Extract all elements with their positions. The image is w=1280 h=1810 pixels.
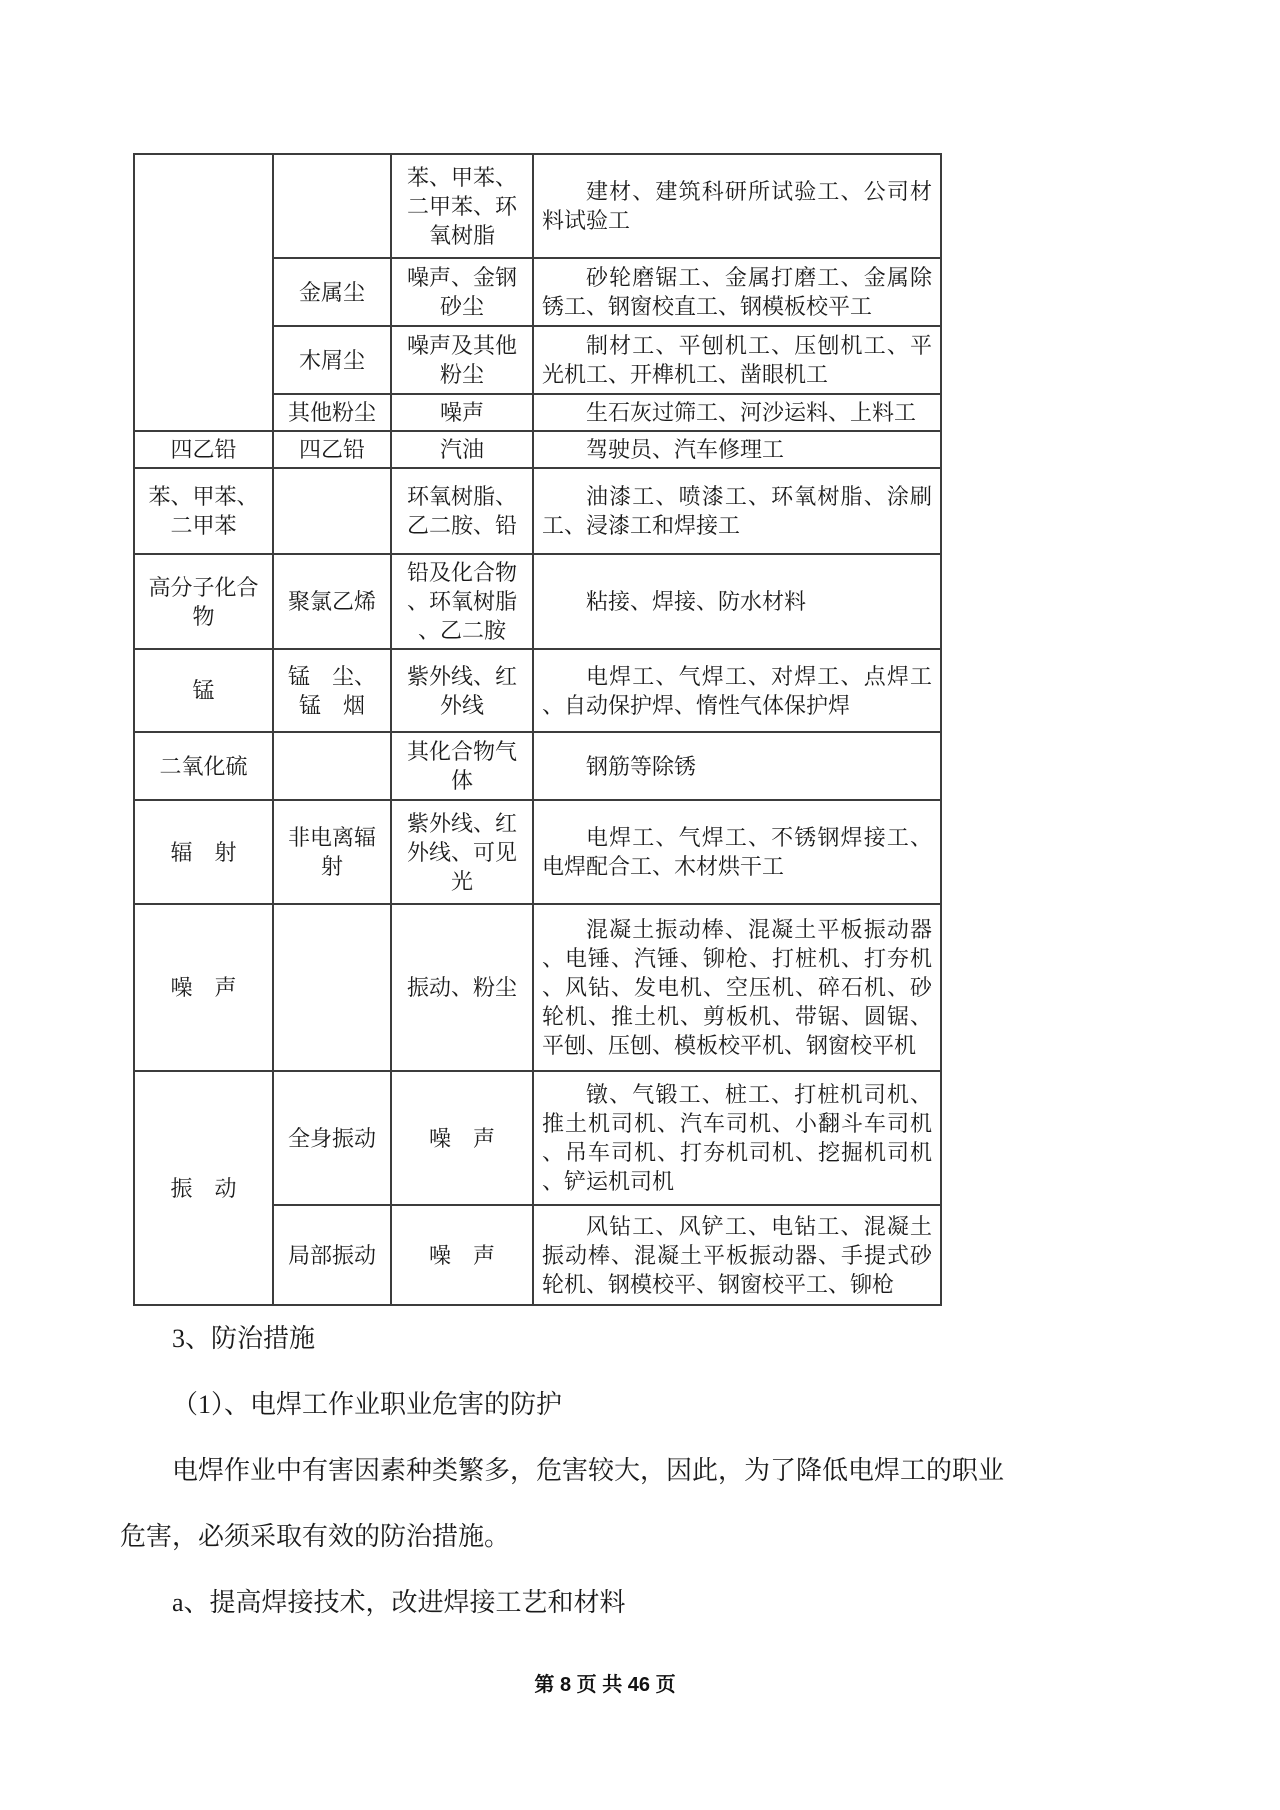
table-row — [134, 904, 941, 1071]
table-cell: 噪声 — [391, 394, 533, 431]
table-cell: 苯、甲苯、二甲苯、环氧树脂 — [391, 154, 533, 258]
table-cell: 锰 尘、锰 烟 — [273, 649, 391, 732]
table-row — [134, 649, 941, 732]
table-cell: 镦、气锻工、桩工、打桩机司机、推土机司机、汽车司机、小翻斗车司机、吊车司机、打夯机司机、挖掘机司机、铲运机司机 — [533, 1071, 941, 1205]
body-text-block — [120, 1306, 1020, 1636]
table-cell: 电焊工、气焊工、对焊工、点焊工、自动保护焊、惰性气体保护焊 — [533, 649, 941, 732]
table-cell: 四乙铅 — [134, 431, 273, 468]
page-number-footer: 第 8 页 共 46 页 — [534, 1674, 676, 1696]
table-row — [134, 800, 941, 904]
table-cell: 风钻工、风铲工、电钻工、混凝土振动棒、混凝土平板振动器、手提式砂轮机、钢模校平、钢窗校平工、铆枪 — [533, 1205, 941, 1305]
table-cell: 高分子化合物 — [134, 554, 273, 649]
subsection-heading-welder-protection: （1）、电焊工作业职业危害的防护 — [172, 1390, 563, 1419]
table-cell — [273, 732, 391, 800]
table-row — [134, 468, 941, 554]
table-cell: 噪 声 — [391, 1071, 533, 1205]
table-cell: 紫外线、红外线 — [391, 649, 533, 732]
table-row — [134, 431, 941, 468]
table-cell: 振动、粉尘 — [391, 904, 533, 1071]
table-cell: 环氧树脂、乙二胺、铅 — [391, 468, 533, 554]
table-cell: 油漆工、喷漆工、环氧树脂、涂刷工、浸漆工和焊接工 — [533, 468, 941, 554]
table-cell: 汽油 — [391, 431, 533, 468]
table-cell: 生石灰过筛工、河沙运料、上料工 — [533, 394, 941, 431]
table-cell: 全身振动 — [273, 1071, 391, 1205]
table-cell: 建材、建筑科研所试验工、公司材料试验工 — [533, 154, 941, 258]
table-cell: 铅及化合物、环氧树脂、乙二胺 — [391, 554, 533, 649]
table-cell: 噪声及其他粉尘 — [391, 326, 533, 394]
table-cell — [273, 468, 391, 554]
table-cell: 噪 声 — [134, 904, 273, 1071]
list-item-a-improve-welding: a、提高焊接技术，改进焊接工艺和材料 — [172, 1588, 626, 1617]
table-cell: 混凝土振动棒、混凝土平板振动器、电锤、汽锤、铆枪、打桩机、打夯机、风钻、发电机、空压机、碎石机、砂轮机、推土机、剪板机、带锯、圆锯、平刨、压刨、模板校平机、钢窗校平机 — [533, 904, 941, 1071]
table-cell: 其化合物气体 — [391, 732, 533, 800]
table-cell: 振 动 — [134, 1071, 273, 1305]
section-heading-measures: 3、防治措施 — [172, 1324, 316, 1353]
paragraph-welding-hazards: 电焊作业中有害因素种类繁多，危害较大，因此，为了降低电焊工的职业危害，必须采取有效的防治措施。 — [120, 1456, 1005, 1551]
table-cell: 噪声、金钢砂尘 — [391, 258, 533, 326]
occupational-hazards-table — [133, 153, 942, 1306]
table-cell: 紫外线、红外线、可见光 — [391, 800, 533, 904]
table-cell: 噪 声 — [391, 1205, 533, 1305]
table-cell — [134, 154, 273, 431]
table-cell: 非电离辐射 — [273, 800, 391, 904]
table-cell: 二氧化硫 — [134, 732, 273, 800]
table-cell: 局部振动 — [273, 1205, 391, 1305]
table-cell: 制材工、平刨机工、压刨机工、平光机工、开榫机工、凿眼机工 — [533, 326, 941, 394]
table-cell: 金属尘 — [273, 258, 391, 326]
table-cell — [273, 154, 391, 258]
table-cell — [273, 904, 391, 1071]
table-cell: 驾驶员、汽车修理工 — [533, 431, 941, 468]
table-cell: 粘接、焊接、防水材料 — [533, 554, 941, 649]
table-row — [134, 732, 941, 800]
table-cell: 锰 — [134, 649, 273, 732]
table-cell: 辐 射 — [134, 800, 273, 904]
table-cell: 砂轮磨锯工、金属打磨工、金属除锈工、钢窗校直工、钢模板校平工 — [533, 258, 941, 326]
table-row — [134, 1071, 941, 1205]
table-cell: 电焊工、气焊工、不锈钢焊接工、电焊配合工、木材烘干工 — [533, 800, 941, 904]
table-row — [134, 154, 941, 258]
table-cell: 苯、甲苯、二甲苯 — [134, 468, 273, 554]
table-cell: 四乙铅 — [273, 431, 391, 468]
table-cell: 聚氯乙烯 — [273, 554, 391, 649]
table-cell: 其他粉尘 — [273, 394, 391, 431]
table-cell: 木屑尘 — [273, 326, 391, 394]
table-row — [134, 554, 941, 649]
table-cell: 钢筋等除锈 — [533, 732, 941, 800]
